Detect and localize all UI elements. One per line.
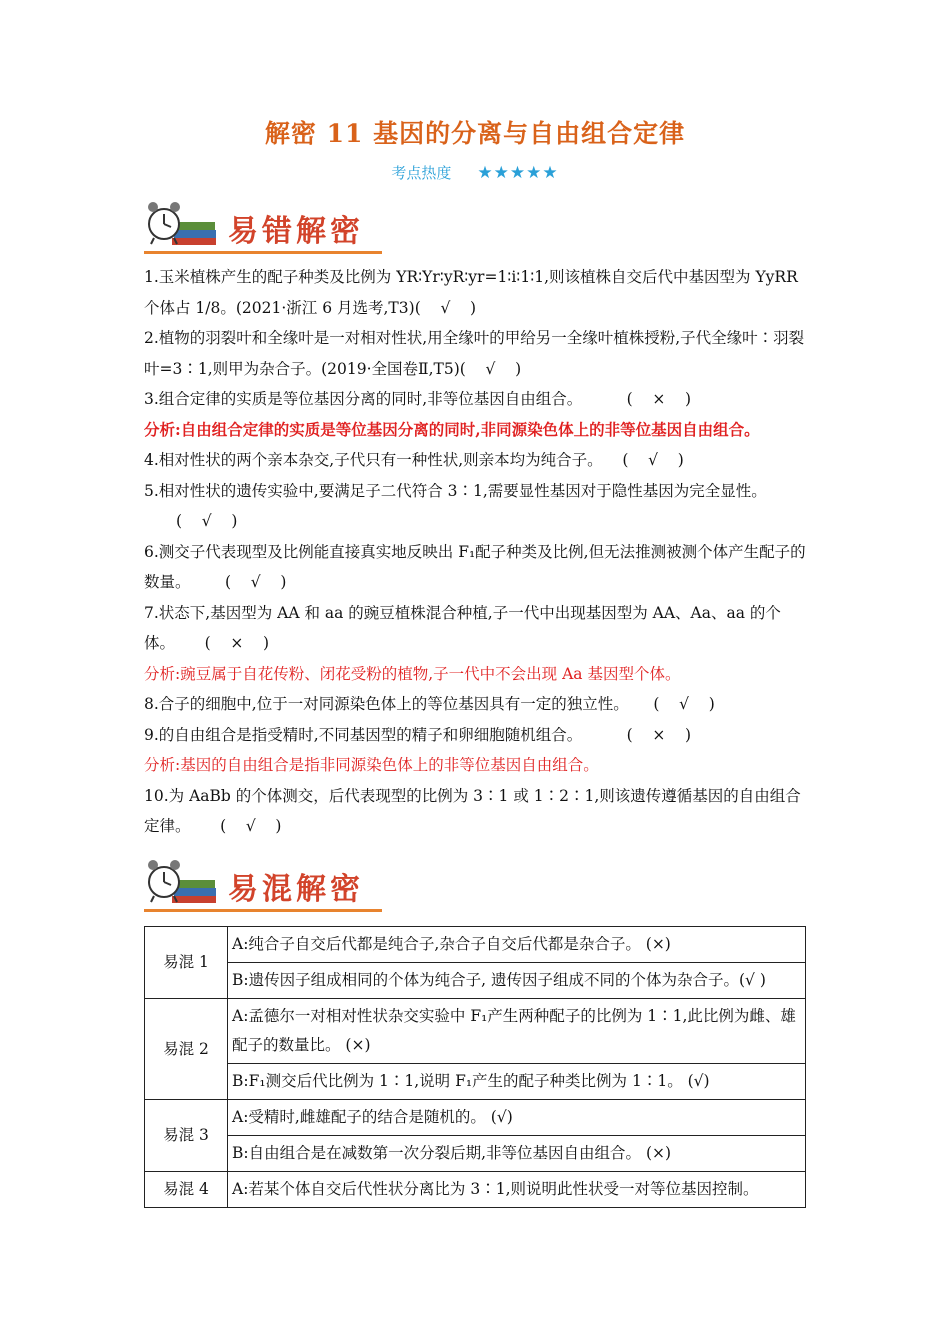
row-label: 易混 4 (145, 1172, 228, 1208)
table-cell: A:纯合子自交后代都是纯合子,杂合子自交后代都是杂合子。 (×) (228, 927, 806, 963)
table-row (145, 963, 806, 999)
answer-mark: ( √ ) (225, 573, 287, 591)
answer-mark: ( √ ) (414, 298, 477, 317)
table-row (145, 1064, 806, 1100)
list-item: 3.组合定律的实质是等位基因分离的同时,非等位基因自由组合。 ( × ) (144, 390, 692, 408)
table-cell: A:若某个体自交后代性状分离比为 3∶1,则说明此性状受一对等位基因控制。 (228, 1172, 806, 1208)
answer-mark: ( × ) (204, 634, 270, 652)
heat-rating (0, 162, 950, 183)
row-label: 易混 1 (145, 927, 228, 999)
heading-underline (144, 909, 382, 912)
list-item: 8.合子的细胞中,位于一对同源染色体上的等位基因具有一定的独立性。 ( √ ) (144, 695, 715, 713)
answer-mark: ( × ) (626, 390, 692, 408)
answer-mark: ( √ ) (459, 359, 522, 378)
list-item: 1.玉米植株产生的配子种类及比例为 YR∶Yr∶yR∶yr=1∶i∶1∶1,则该植株自交后代中基因型为 YyRR 个体占 1/8。(2021·浙江 6 月选考,T3)( √ ) (144, 268, 798, 317)
alarm-clock-books-icon (144, 856, 218, 910)
answer-mark: ( √ ) (176, 512, 238, 530)
list-item: 5.相对性状的遗传实验中,要满足子二代符合 3∶1,需要显性基因对于隐性基因为完全显性。 ( √ ) (144, 481, 767, 530)
table-row (145, 999, 806, 1064)
table-row (145, 1100, 806, 1136)
table-row (145, 1172, 806, 1208)
heat-label: 考点热度 (391, 164, 452, 182)
page-title: 解密 11 基因的分离与自由组合定律 (264, 119, 686, 148)
list-item: 2.植物的羽裂叶和全缘叶是一对相对性状,用全缘叶的甲给另一全缘叶植株授粉,子代全缘叶∶羽裂叶=3∶1,则甲为杂合子。(2019·全国卷Ⅱ,T5)( √ ) (144, 329, 805, 378)
table-row (145, 927, 806, 963)
star-rating-icon: ★★★★★ (477, 163, 559, 183)
list-item: 9.的自由组合是指受精时,不同基因型的精子和卵细胞随机组合。 ( × ) (144, 725, 692, 744)
section-banner-errors (144, 198, 384, 256)
table-cell: B:F₁测交后代比例为 1∶1,说明 F₁产生的配子种类比例为 1∶1。 (√) (228, 1064, 806, 1100)
analysis-note: 分析:豌豆属于自花传粉、闭花受粉的植物,子一代中不会出现 Aa 基因型个体。 (144, 664, 681, 683)
table-cell: A:孟德尔一对相对性状杂交实验中 F₁产生两种配子的比例为 1∶1,此比例为雌、雄配子的数量比。 (×) (228, 999, 806, 1064)
row-label: 易混 2 (145, 999, 228, 1100)
analysis-note: 分析:基因的自由组合是指非同源染色体上的非等位基因自由组合。 (144, 756, 599, 774)
list-item: 10.为 AaBb 的个体测交，后代表现型的比例为 3∶1 或 1∶2∶1,则该遗传遵循基因的自由组合定律。 ( √ ) (144, 786, 801, 835)
row-label: 易混 3 (145, 1100, 228, 1172)
answer-mark: ( √ ) (622, 451, 684, 469)
heading-underline (144, 251, 382, 254)
error-items-list (144, 262, 808, 842)
answer-mark: ( √ ) (653, 695, 715, 713)
list-item: 6.测交子代表现型及比例能直接真实地反映出 F₁配子种类及比例,但无法推测被测个体产生配子的数量。 ( √ ) (144, 542, 806, 591)
list-item: 4.相对性状的两个亲本杂交,子代只有一种性状,则亲本均为纯合子。 ( √ ) (144, 451, 684, 469)
table-row (145, 1136, 806, 1172)
table-cell: B:遗传因子组成相同的个体为纯合子, 遗传因子组成不同的个体为杂合子。(√ ) (228, 963, 806, 999)
answer-mark: ( √ ) (220, 817, 282, 835)
confusion-table (144, 926, 806, 1208)
table-cell: A:受精时,雌雄配子的结合是随机的。 (√) (228, 1100, 806, 1136)
table-cell: B:自由组合是在减数第一次分裂后期,非等位基因自由组合。 (×) (228, 1136, 806, 1172)
analysis-note: 分析:自由组合定律的实质是等位基因分离的同时,非同源染色体上的非等位基因自由组合。 (144, 419, 760, 439)
section-heading: 易混解密 (228, 872, 364, 907)
alarm-clock-books-icon (144, 198, 218, 252)
list-item: 7.状态下,基因型为 AA 和 aa 的豌豆植株混合种植,子一代中出现基因型为 AA、Aa、aa 的个体。 ( × ) (144, 603, 781, 652)
section-banner-confusions (144, 856, 384, 914)
answer-mark: ( × ) (626, 725, 692, 744)
section-heading: 易错解密 (228, 214, 364, 249)
